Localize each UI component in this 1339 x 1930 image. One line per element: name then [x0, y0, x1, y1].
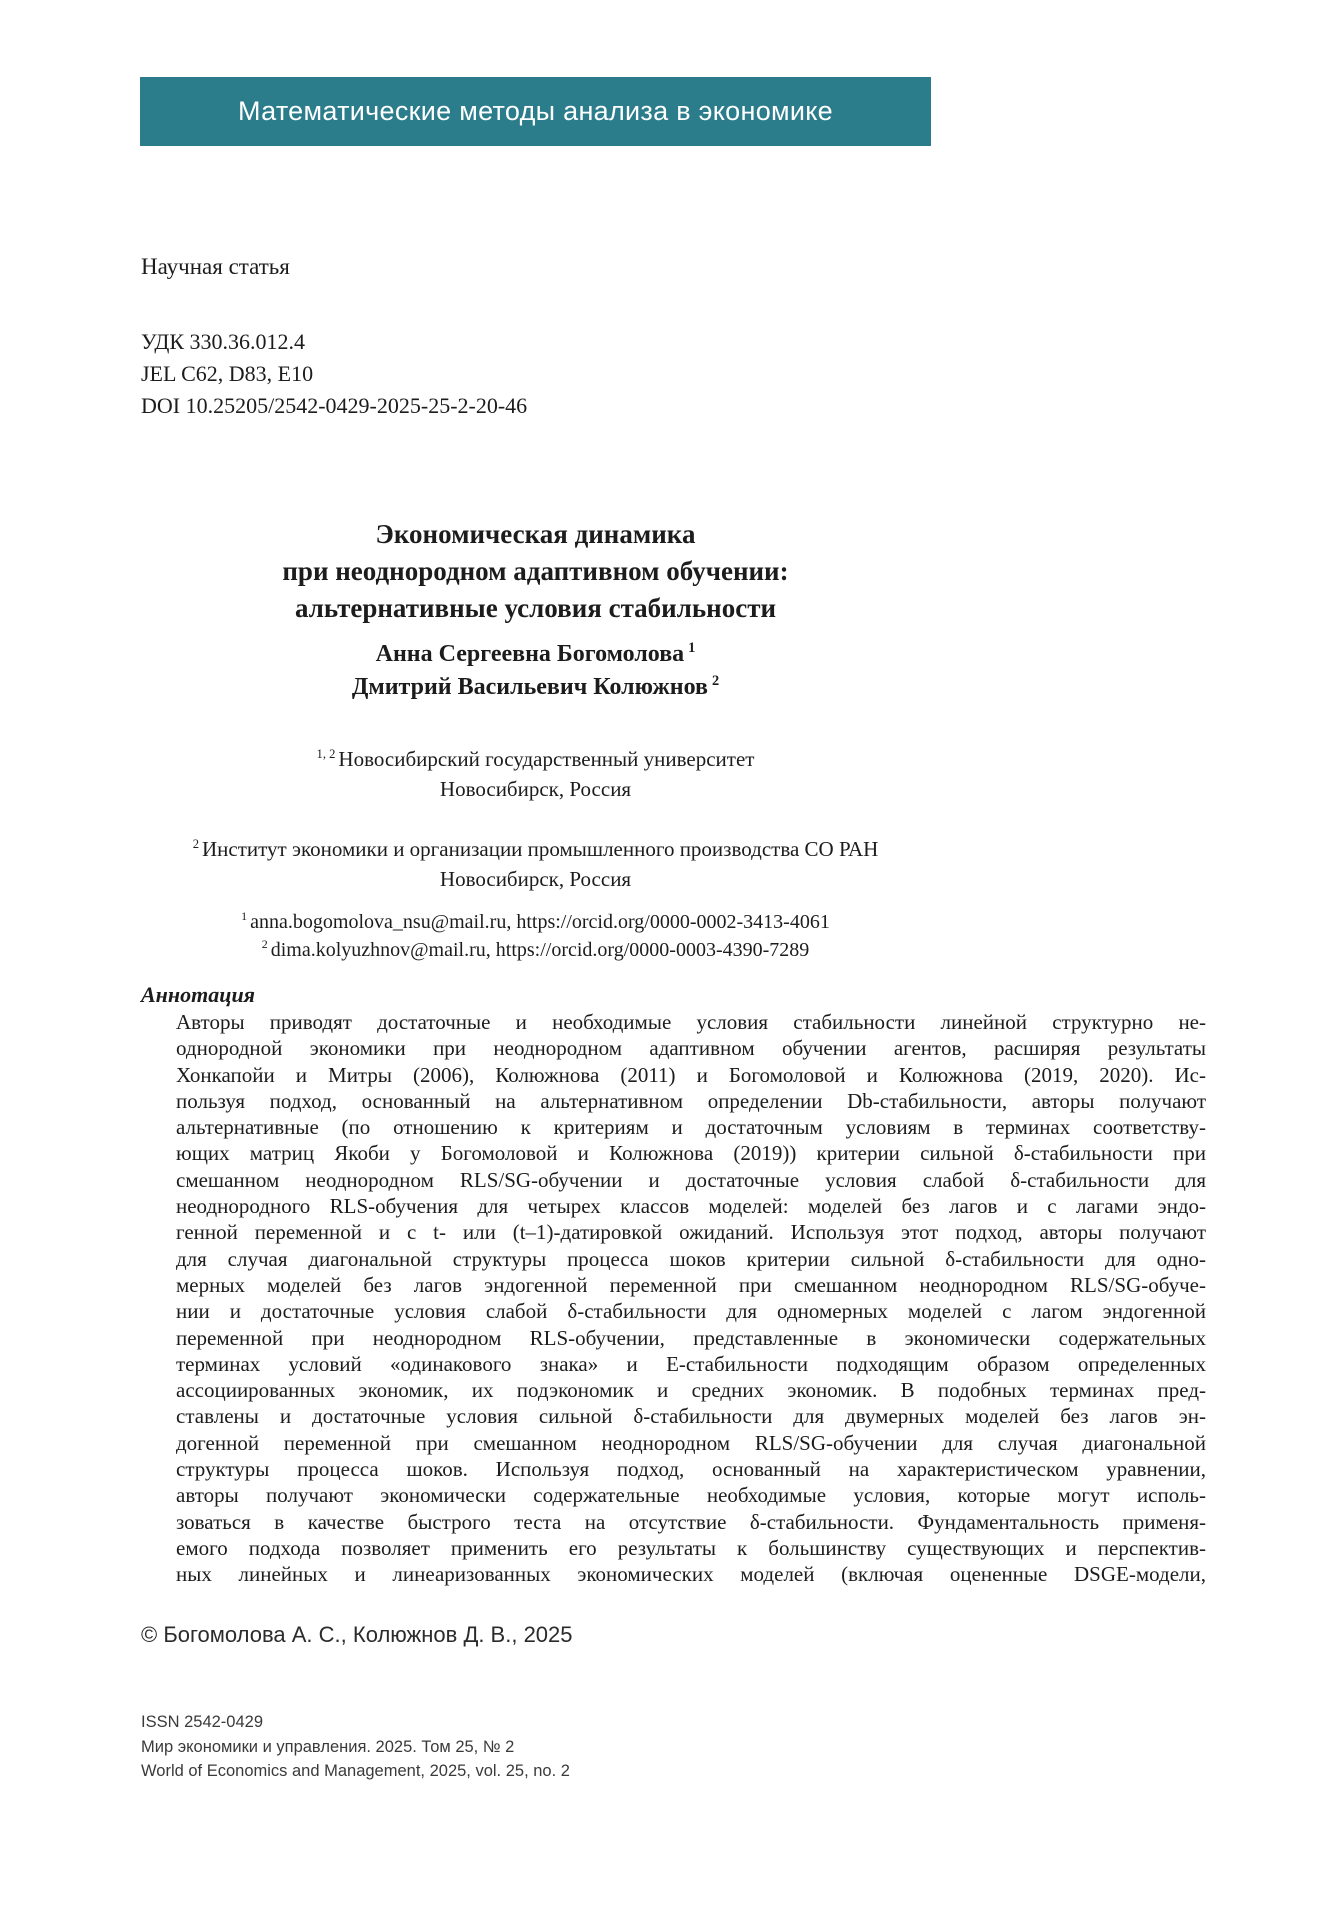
- abstract-line: мерных моделей без лагов эндогенной переменной при смешанном неоднородном RLS/SG-обуче-: [176, 1272, 1206, 1297]
- article-title-line: при неоднородном адаптивном обучении:: [282, 556, 789, 586]
- abstract-heading: Аннотация: [141, 982, 256, 1007]
- journal-ru-line: Мир экономики и управления. 2025. Том 25, № 2: [141, 1737, 515, 1756]
- contact-line: $^1$ anna.bogomolova_nsu@mail.ru, https://orcid.org/0000-0002-3413-4061: [241, 909, 830, 933]
- abstract-line: ных линейных и линеаризованных экономических моделей (включая оцененные DSGE-модели,: [176, 1562, 1206, 1587]
- abstract-line: неоднородного RLS-обучения для четырех классов моделей: моделей без лагов и с лагами эндо-: [176, 1194, 1206, 1219]
- affiliation-city: Новосибирск, Россия: [439, 777, 632, 801]
- abstract-line: догенной переменной при смешанном неоднородном RLS/SG-обучении для случая диагональной: [176, 1430, 1206, 1455]
- affiliation-marker: 1, 2: [316, 747, 336, 761]
- article-title-line: альтернативные условия стабильности: [294, 593, 777, 623]
- abstract-line: структуры процесса шоков. Используя подход, основанный на характеристическом уравнении,: [176, 1457, 1206, 1482]
- abstract-line: ставлены и достаточные условия сильной δ-стабильности для двумерных моделей без лагов эн-: [176, 1404, 1206, 1429]
- affiliation-marker: 2: [192, 837, 200, 851]
- article-title-line: Экономическая динамика: [375, 519, 696, 549]
- abstract-text: [176, 1009, 1206, 1588]
- issn-line: ISSN 2542-0429: [141, 1713, 264, 1731]
- section-banner-title: Математические методы анализа в экономике: [238, 96, 833, 126]
- copyright-line: © Богомолова А. С., Колюжнов Д. В., 2025: [141, 1622, 573, 1647]
- contact-marker: 1: [241, 909, 248, 924]
- article-meta: [141, 326, 527, 422]
- jel-line: JEL C62, D83, E10: [141, 361, 314, 386]
- abstract-line: смешанном неоднородном RLS/SG-обучении и достаточные условия слабой δ-стабильности для: [176, 1167, 1206, 1192]
- abstract-line: нии и достаточные условия слабой δ-стабильности для одномерных моделей с лагом эндогенной: [176, 1299, 1206, 1324]
- abstract-line: терминах условий «одинакового знака» и E-стабильности подходящим образом определенных: [176, 1351, 1206, 1376]
- affiliation: [140, 834, 931, 894]
- abstract-line: ющих матриц Якоби у Богомоловой и Колюжнова (2019)) критерии сильной δ-стабильности при: [176, 1141, 1206, 1166]
- abstract-line: пользуя подход, основанный на альтернативном определении Db-стабильности, авторы получают: [176, 1088, 1206, 1113]
- author-affiliation-marker: 1: [688, 640, 696, 656]
- contact-marker: 2: [261, 937, 268, 952]
- abstract-line: зоваться в качестве быстрого теста на отсутствие δ-стабильности. Фундаментальность применя-: [176, 1509, 1206, 1534]
- abstract-line: генной переменной и с t- или (t–1)-датировкой ожиданий. Используя этот подход, авторы получают: [176, 1220, 1206, 1245]
- affiliation: [140, 744, 931, 804]
- author-affiliation-marker: 2: [711, 673, 720, 689]
- contact-line: $^2$ dima.kolyuzhnov@mail.ru, https://orcid.org/0000-0003-4390-7289: [261, 937, 810, 961]
- author-contacts: [140, 908, 931, 964]
- affiliation-city: Новосибирск, Россия: [439, 867, 632, 891]
- authors: [140, 638, 931, 704]
- affiliation-name: $^{1, 2}$ Новосибирский государственный университет: [316, 747, 755, 771]
- abstract-line: для случая диагональной структуры процесса шоков критерии сильной δ-стабильности для одно-: [176, 1246, 1206, 1271]
- abstract-line: Хонкапойи и Митры (2006), Колюжнова (2011) и Богомоловой и Колюжнова (2019, 2020). Ис-: [176, 1062, 1206, 1087]
- section-banner: [140, 77, 931, 146]
- journal-en-line: World of Economics and Management, 2025, vol. 25, no. 2: [141, 1762, 570, 1780]
- abstract-line: переменной при неоднородном RLS-обучении, представленные в экономически содержательных: [176, 1325, 1206, 1350]
- abstract-line: Авторы приводят достаточные и необходимые условия стабильности линейной структурно не-: [176, 1010, 1206, 1034]
- article-type-label: Научная статья: [141, 254, 290, 279]
- abstract-line: однородной экономики при неоднородном адаптивном обучении агентов, расширяя результаты: [176, 1036, 1206, 1061]
- author-name: Дмитрий Васильевич Колюжнов $^2$: [351, 673, 720, 700]
- abstract-line: ассоциированных экономик, их подэкономик и средних экономик. В подобных терминах пред-: [176, 1378, 1206, 1403]
- article-title: [140, 516, 931, 627]
- udc-line: УДК 330.36.012.4: [141, 329, 306, 354]
- doi-line: DOI 10.25205/2542-0429-2025-25-2-20-46: [141, 393, 528, 418]
- abstract-line: емого подхода позволяет применить его результаты к большинству существующих и перспектив-: [176, 1535, 1206, 1560]
- author-name: Анна Сергеевна Богомолова $^1$: [375, 640, 696, 667]
- journal-footer: [141, 1710, 570, 1784]
- abstract-line: альтернативные (по отношению к критериям и достаточным условиям в терминах соответству-: [176, 1115, 1206, 1140]
- abstract-line: авторы получают экономически содержательные необходимые условия, которые могут исполь-: [176, 1483, 1206, 1508]
- affiliation-name: $^2$ Институт экономики и организации промышленного производства СО РАН: [192, 837, 879, 861]
